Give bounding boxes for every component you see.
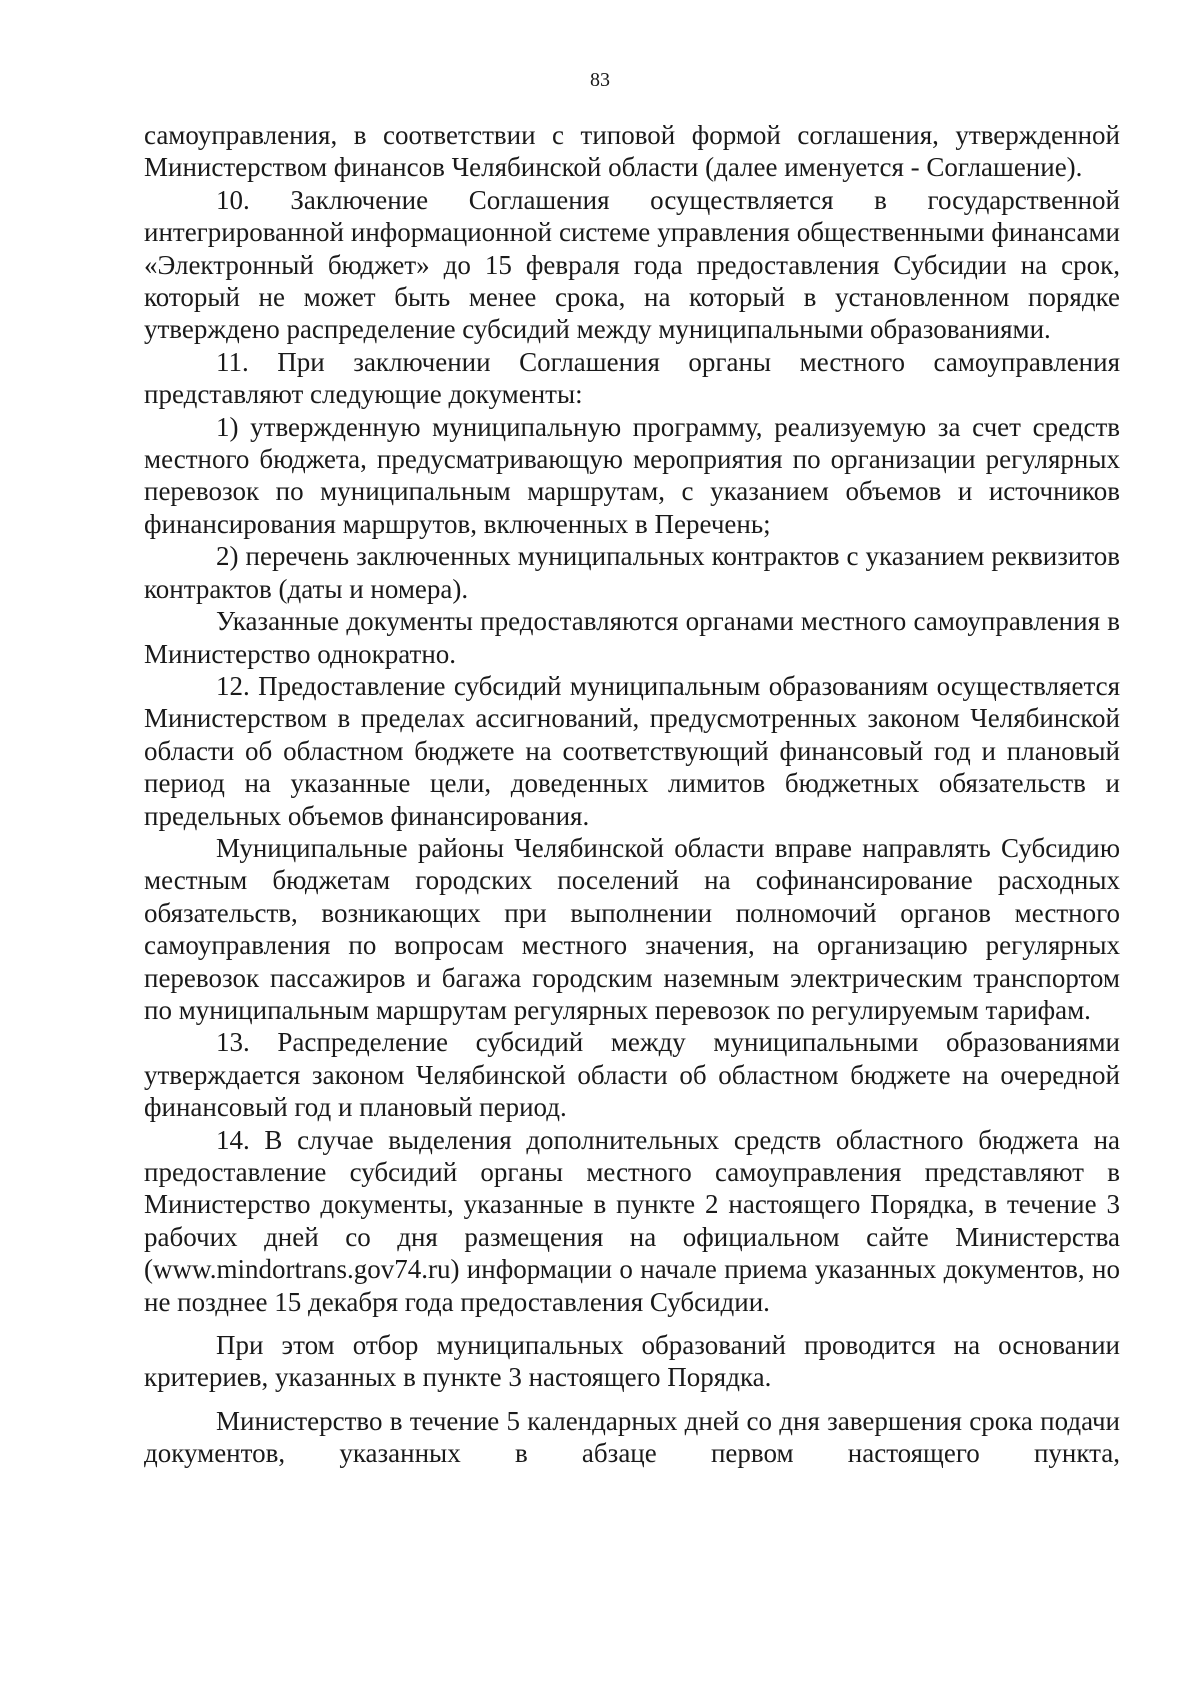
paragraph-continuation: самоуправления, в соответствии с типовой формой соглашения, утвержденной Министерством финансов Челябинской области (далее именуется - Соглашение). — [144, 120, 1120, 183]
paragraph-item-12: 12. Предоставление субсидий муниципальным образованиям осуществляется Министерством в пределах ассигнований, предусмотренных законом Челябинской области об областном бюджете на соответствующий финансовый год и плановый период на указанные цели, доведенных лимитов бюджетных обязательств и предельных объемов финансирования. — [144, 670, 1120, 831]
paragraph-documents-note: Указанные документы предоставляются органами местного самоуправления в Министерство однократно. — [144, 606, 1120, 669]
paragraph-item-11: 11. При заключении Соглашения органы местного самоуправления представляют следующие документы: — [144, 346, 1120, 410]
paragraph-item-14: 14. В случае выделения дополнительных средств областного бюджета на предоставление субсидий органы местного самоуправления представляют в Министерство документы, указанные в пункте 2 настоящего Порядка, в течение 3 рабочих дней со дня размещения на официальном сайте Министерства (www.mindortrans.gov74.ru) информации о начале приема указанных документов, но не позднее 15 декабря года предоставления Субсидии. — [144, 1124, 1120, 1317]
document-body — [144, 119, 1120, 1470]
paragraph-subitem-1: 1) утвержденную муниципальную программу, реализуемую за счет средств местного бюджета, предусматривающую мероприятия по организации регулярных перевозок по муниципальным маршрутам, с указанием объемов и источников финансирования маршрутов, включенных в Перечень; — [144, 411, 1120, 539]
paragraph-ministry-deadline: Министерство в течение 5 календарных дней со дня завершения срока подачи документов, указанных в абзаце первом настоящего пункта, — [144, 1405, 1120, 1469]
paragraph-selection-criteria: При этом отбор муниципальных образований проводится на основании критериев, указанных в пункте 3 настоящего Порядка. — [144, 1330, 1120, 1393]
page-number: 83 — [590, 69, 610, 91]
paragraph-item-10: 10. Заключение Соглашения осуществляется в государственной интегрированной информационной системе управления общественными финансами «Электронный бюджет» до 15 февраля года предоставления Субсидии на срок, который не может быть менее срока, на который в установленном порядке утверждено распределение субсидий между муниципальными образованиями. — [144, 184, 1120, 345]
paragraph-municipal-districts: Муниципальные районы Челябинской области вправе направлять Субсидию местным бюджетам городских поселений на софинансирование расходных обязательств, возникающих при выполнении полномочий органов местного самоуправления по вопросам местного значения, на организацию регулярных перевозок пассажиров и багажа городским наземным электрическим транспортом по муниципальным маршрутам регулярных перевозок по регулируемым тарифам. — [144, 832, 1120, 1025]
paragraph-subitem-2: 2) перечень заключенных муниципальных контрактов с указанием реквизитов контрактов (даты и номера). — [144, 541, 1120, 604]
paragraph-item-13: 13. Распределение субсидий между муниципальными образованиями утверждается законом Челябинской области об областном бюджете на очередной финансовый год и плановый период. — [144, 1027, 1120, 1123]
